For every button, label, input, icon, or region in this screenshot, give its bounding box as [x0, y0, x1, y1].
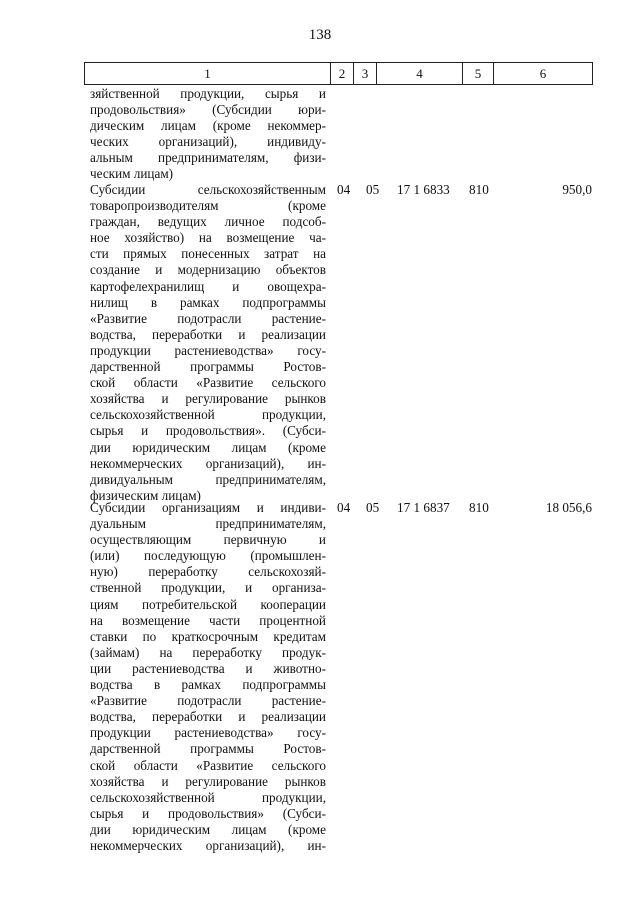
description-line: создание и модернизацию объектов: [90, 262, 326, 278]
description-line: водства, переработки и реализации: [90, 709, 326, 725]
description-line: хозяйства и регулирование рынков: [90, 773, 326, 789]
description-line: альным предпринимателям, физи-: [90, 150, 326, 166]
description-line: сельскохозяйственной продукции,: [90, 789, 326, 805]
description-line: некоммерческих организаций), ин-: [90, 837, 326, 853]
description-line: ческих организаций), индивиду-: [90, 134, 326, 150]
section-code: 04: [337, 182, 351, 197]
description-line: товаропроизводителям (кроме: [90, 198, 326, 214]
description-line: ской области «Развитие сельского: [90, 375, 326, 391]
description-line: циям потребительской кооперации: [90, 596, 326, 612]
description-line: физическим лицам): [90, 487, 201, 503]
column-header-table: [84, 62, 593, 85]
description-line: ную) переработку сельскохозяй-: [90, 564, 326, 580]
description-line: дии юридическим лицам (кроме: [90, 439, 326, 455]
description-line: (займам) на переработку продук-: [90, 644, 326, 660]
description-line: хозяйства и регулирование рынков: [90, 391, 326, 407]
description-line: дивидуальным предпринимателям,: [90, 471, 326, 487]
target-article-code: 17 1 6837: [397, 500, 450, 515]
description-line: продукции растениеводства» госу-: [90, 725, 326, 741]
description-line: картофелехранилищ и овощехра-: [90, 278, 326, 294]
description-line: продукции растениеводства» госу-: [90, 342, 326, 358]
expense-type-code: 810: [469, 182, 489, 197]
column-header-6: 6: [494, 63, 593, 85]
description-line: граждан, ведущих личное подсоб-: [90, 214, 326, 230]
description-line: осуществляющим первичную и: [90, 532, 326, 548]
description-line: на возмещение части процентной: [90, 612, 326, 628]
page-number: 138: [308, 27, 332, 43]
amount-value: 18 056,6: [545, 500, 592, 515]
description-line: дуальным предпринимателям,: [90, 516, 326, 532]
description-line: (или) последующую (промышлен-: [90, 548, 326, 564]
column-header-3: 3: [354, 63, 377, 85]
description-line: «Развитие подотрасли растение-: [90, 310, 326, 326]
amount-value: 950,0: [562, 182, 592, 197]
column-header-row: [85, 63, 593, 85]
column-header-1: 1: [85, 63, 331, 85]
description-line: ставки по краткосрочным кредитам: [90, 628, 326, 644]
description-line: Субсидии организациям и индиви-: [90, 500, 326, 515]
description-line: ное хозяйство) на возмещение ча-: [90, 230, 326, 246]
description-line: дическим лицам (кроме некоммер-: [90, 118, 326, 134]
column-header-5: 5: [463, 63, 494, 85]
description-line: ской области «Развитие сельского: [90, 757, 326, 773]
section-code: 04: [337, 500, 351, 515]
description-line: ции растениеводства и животно-: [90, 660, 326, 676]
column-header-2: 2: [331, 63, 354, 85]
description-line: сырья и продовольствия» (Субси-: [90, 805, 326, 821]
row-description: [90, 182, 326, 504]
description-line: сти прямых понесенных затрат на: [90, 246, 326, 262]
description-line: водства, переработки и реализации: [90, 326, 326, 342]
description-line: дарственной программы Ростов-: [90, 741, 326, 757]
continuation-description: [90, 86, 326, 183]
subsection-code: 05: [366, 182, 380, 197]
description-line: сырья и продовольствия». (Субси-: [90, 423, 326, 439]
description-line: зяйственной продукции, сырья и: [90, 86, 326, 101]
description-line: Субсидии сельскохозяйственным: [90, 182, 326, 197]
description-line: нилищ в рамках подпрограммы: [90, 294, 326, 310]
description-line: водства в рамках подпрограммы: [90, 677, 326, 693]
target-article-code: 17 1 6833: [397, 182, 450, 197]
description-line: сельскохозяйственной продукции,: [90, 407, 326, 423]
description-line: дарственной программы Ростов-: [90, 359, 326, 375]
description-line: продовольствия» (Субсидии юри-: [90, 102, 326, 118]
description-line: некоммерческих организаций), ин-: [90, 455, 326, 471]
subsection-code: 05: [366, 500, 380, 515]
row-description: [90, 500, 326, 854]
description-line: ческим лицам): [90, 166, 174, 182]
description-line: «Развитие подотрасли растение-: [90, 693, 326, 709]
description-line: ственной продукции, и организа-: [90, 580, 326, 596]
expense-type-code: 810: [469, 500, 489, 515]
column-header-4: 4: [377, 63, 463, 85]
description-line: дии юридическим лицам (кроме: [90, 821, 326, 837]
